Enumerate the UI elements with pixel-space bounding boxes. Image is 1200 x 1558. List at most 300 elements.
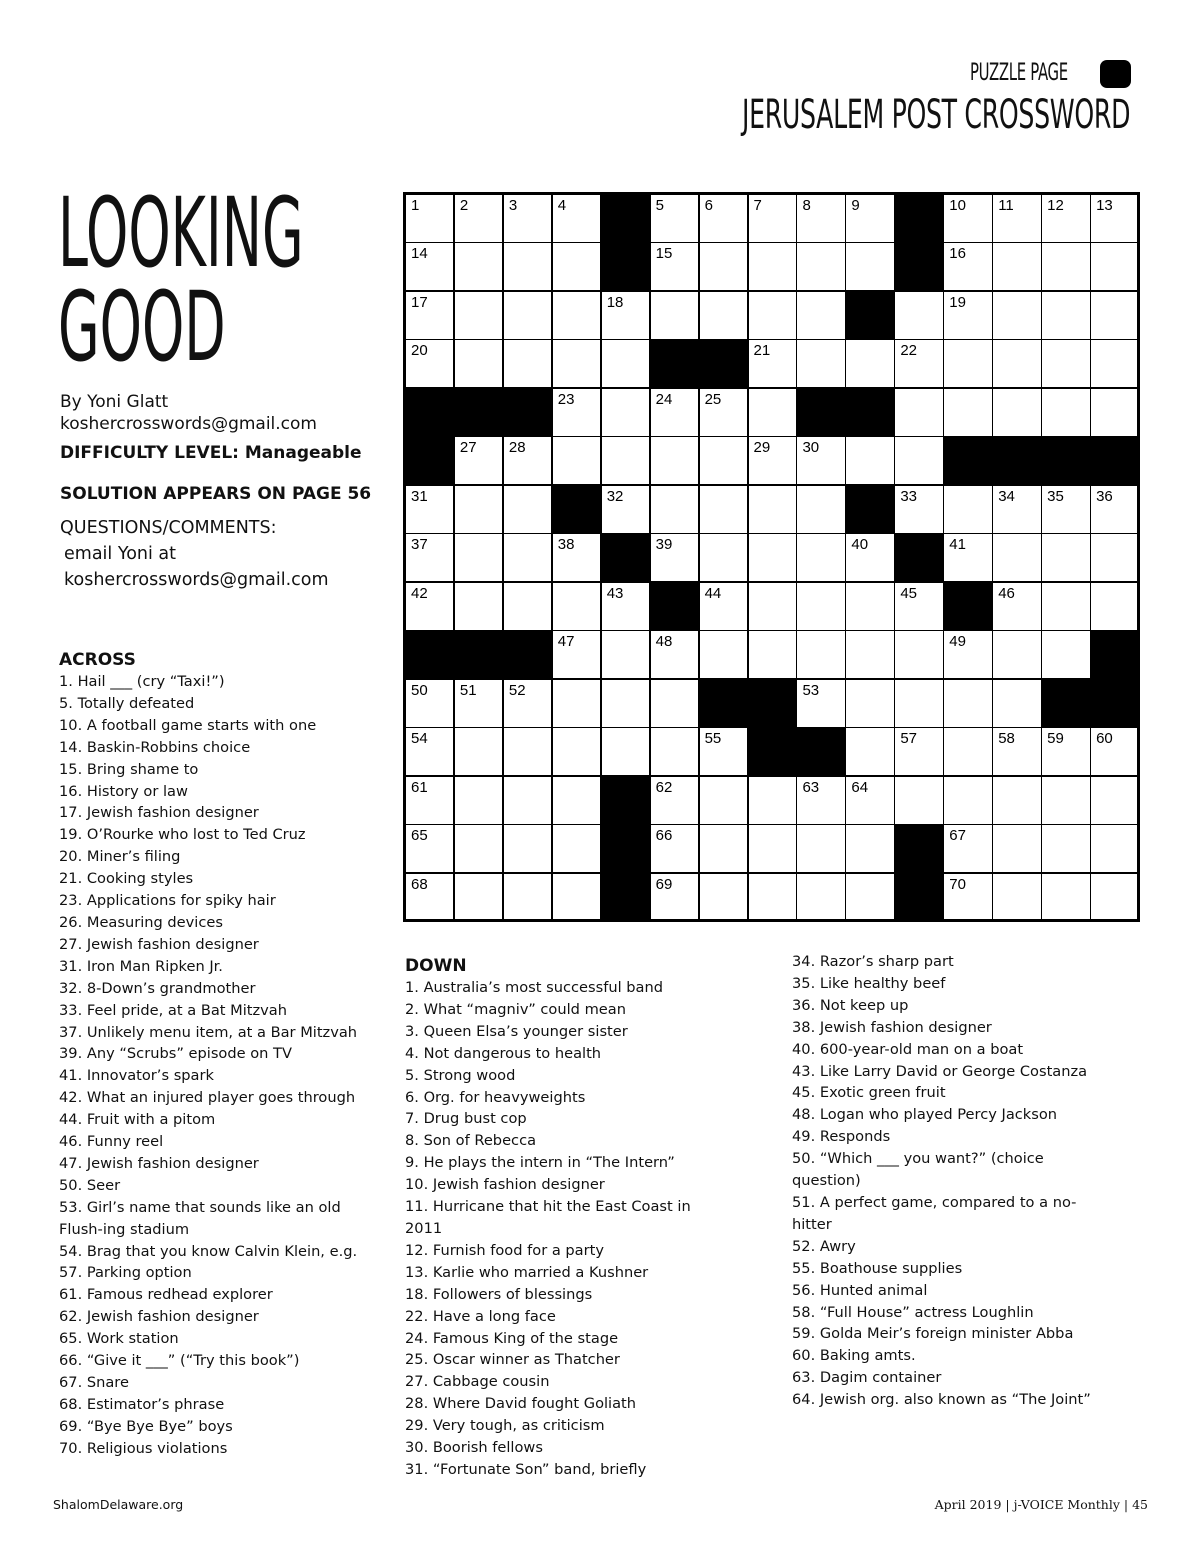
grid-cell[interactable] (651, 777, 700, 826)
grid-cell[interactable] (944, 195, 993, 244)
grid-cell[interactable] (993, 777, 1042, 826)
grid-cell[interactable] (700, 777, 749, 826)
down-clue: 52. Awry (792, 1237, 856, 1255)
cell-number: 60 (1096, 730, 1113, 748)
grid-cell-black (895, 874, 944, 923)
across-clue: 69. “Bye Bye Bye” boys (59, 1417, 233, 1435)
solution-note: SOLUTION APPEARS ON PAGE 56 (60, 484, 372, 504)
grid-cell[interactable] (749, 195, 798, 244)
page-heading: JERUSALEM POST CROSSWORD (741, 92, 1130, 138)
grid-cell[interactable] (846, 680, 895, 729)
grid-cell[interactable] (944, 340, 993, 389)
grid-cell[interactable] (944, 631, 993, 680)
grid-cell[interactable] (455, 874, 504, 923)
grid-cell[interactable] (455, 195, 504, 244)
grid-cell[interactable] (455, 486, 504, 535)
grid-cell[interactable] (553, 777, 602, 826)
grid-cell[interactable] (797, 680, 846, 729)
grid-cell[interactable] (553, 583, 602, 632)
down-clue: 50. “Which ___ you want?” (choice question) (792, 1150, 1044, 1190)
cell-number: 12 (1047, 197, 1064, 214)
across-clue: 5. Totally defeated (59, 694, 195, 712)
grid-cell[interactable] (553, 292, 602, 341)
cell-number: 17 (411, 293, 428, 311)
grid-cell[interactable] (455, 340, 504, 389)
down-clue: 31. “Fortunate Son” band, briefly (405, 1460, 647, 1478)
grid-cell[interactable] (602, 389, 651, 438)
grid-cell[interactable] (504, 728, 553, 777)
grid-cell[interactable] (651, 728, 700, 777)
grid-cell[interactable] (749, 486, 798, 535)
grid-cell[interactable] (944, 728, 993, 777)
grid-cell[interactable] (504, 340, 553, 389)
grid-cell[interactable] (993, 583, 1042, 632)
grid-cell[interactable] (455, 825, 504, 874)
grid-cell-black (504, 631, 553, 680)
grid-cell[interactable] (846, 195, 895, 244)
grid-cell[interactable] (700, 631, 749, 680)
grid-cell-black (797, 728, 846, 777)
cell-number: 39 (655, 536, 673, 554)
grid-cell[interactable] (602, 340, 651, 389)
grid-cell[interactable] (553, 825, 602, 874)
grid-cell[interactable] (1042, 777, 1091, 826)
grid-cell[interactable] (504, 583, 553, 632)
grid-cell[interactable] (749, 340, 798, 389)
grid-cell[interactable] (504, 486, 553, 535)
cell-number: 34 (998, 487, 1015, 505)
grid-cell[interactable] (797, 292, 846, 341)
grid-cell-black (1042, 680, 1091, 729)
grid-cell[interactable] (1042, 195, 1091, 244)
across-clue: 20. Miner’s filing (59, 848, 181, 866)
cell-number: 20 (411, 342, 428, 360)
grid-cell[interactable] (504, 437, 553, 486)
grid-cell[interactable] (797, 825, 846, 874)
down-clue: 63. Dagim container (792, 1369, 942, 1387)
grid-cell[interactable] (797, 583, 846, 632)
grid-cell[interactable] (1042, 243, 1091, 292)
grid-cell[interactable] (602, 583, 651, 632)
cell-number: 16 (949, 245, 966, 263)
grid-cell-black (1091, 437, 1140, 486)
cell-number: 28 (508, 439, 526, 457)
grid-cell[interactable] (553, 243, 602, 292)
grid-cell[interactable] (455, 728, 504, 777)
down-clue: 38. Jewish fashion designer (792, 1018, 992, 1036)
grid-cell[interactable] (406, 777, 455, 826)
cell-number: 53 (802, 681, 820, 699)
footer-issue-page: April 2019 | j-VOICE Monthly | 45 (934, 1497, 1148, 1512)
grid-cell[interactable] (846, 437, 895, 486)
across-clue: 54. Brag that you know Calvin Klein, e.g. (59, 1242, 358, 1260)
cell-number: 19 (949, 293, 966, 311)
grid-cell-black (602, 243, 651, 292)
grid-cell-black (797, 389, 846, 438)
grid-cell[interactable] (455, 680, 504, 729)
grid-cell[interactable] (993, 243, 1042, 292)
grid-cell[interactable] (797, 631, 846, 680)
down-clue: 12. Furnish food for a party (405, 1241, 604, 1259)
grid-cell[interactable] (602, 437, 651, 486)
grid-cell[interactable] (406, 486, 455, 535)
cell-number: 46 (998, 584, 1015, 602)
down-clue: 5. Strong wood (405, 1066, 516, 1084)
grid-cell[interactable] (1042, 583, 1091, 632)
cell-number: 40 (851, 536, 869, 554)
grid-cell[interactable] (993, 486, 1042, 535)
grid-cell[interactable] (406, 583, 455, 632)
cell-number: 49 (949, 633, 966, 651)
grid-cell[interactable] (1091, 340, 1140, 389)
cell-number: 4 (557, 197, 567, 214)
grid-cell[interactable] (651, 195, 700, 244)
cell-number: 61 (411, 778, 428, 796)
grid-cell[interactable] (553, 340, 602, 389)
cell-number: 36 (1096, 487, 1113, 505)
grid-cell[interactable] (846, 583, 895, 632)
down-clue: 28. Where David fought Goliath (405, 1395, 637, 1413)
grid-cell[interactable] (749, 583, 798, 632)
grid-cell[interactable] (553, 874, 602, 923)
cell-number: 33 (900, 487, 918, 505)
grid-cell[interactable] (651, 825, 700, 874)
grid-cell[interactable] (797, 243, 846, 292)
grid-cell[interactable] (504, 534, 553, 583)
grid-cell[interactable] (406, 825, 455, 874)
grid-cell[interactable] (553, 728, 602, 777)
grid-cell[interactable] (846, 728, 895, 777)
grid-cell[interactable] (406, 680, 455, 729)
down-clue: 1. Australia’s most successful band (405, 979, 663, 996)
grid-cell[interactable] (749, 292, 798, 341)
down-clue: 64. Jewish org. also known as “The Joint” (792, 1391, 1091, 1409)
grid-cell[interactable] (944, 534, 993, 583)
grid-cell[interactable] (455, 437, 504, 486)
grid-cell[interactable] (700, 437, 749, 486)
grid-cell[interactable] (993, 195, 1042, 244)
grid-cell-black (602, 874, 651, 923)
grid-cell-black (895, 534, 944, 583)
section-label: PUZZLE PAGE (970, 58, 1068, 86)
across-clue: 62. Jewish fashion designer (59, 1308, 259, 1326)
grid-cell[interactable] (602, 292, 651, 341)
cell-number: 59 (1047, 730, 1064, 748)
down-clue: 10. Jewish fashion designer (405, 1176, 605, 1194)
across-clue: 68. Estimator’s phrase (59, 1395, 225, 1413)
cell-number: 25 (704, 390, 722, 408)
puzzle-title (58, 177, 304, 383)
grid-cell[interactable] (944, 874, 993, 923)
down-clue: 24. Famous King of the stage (405, 1329, 619, 1347)
grid-cell[interactable] (846, 631, 895, 680)
grid-cell[interactable] (700, 825, 749, 874)
grid-cell[interactable] (504, 825, 553, 874)
grid-cell[interactable] (1042, 874, 1091, 923)
grid-cell[interactable] (944, 389, 993, 438)
grid-cell[interactable] (504, 777, 553, 826)
down-clue: 9. He plays the intern in “The Intern” (405, 1154, 675, 1172)
grid-cell[interactable] (846, 825, 895, 874)
grid-cell-black (504, 389, 553, 438)
cell-number: 24 (655, 390, 673, 408)
grid-cell[interactable] (895, 437, 944, 486)
grid-cell[interactable] (651, 486, 700, 535)
grid-cell[interactable] (895, 777, 944, 826)
grid-cell[interactable] (797, 486, 846, 535)
grid-cell[interactable] (504, 243, 553, 292)
questions-label: QUESTIONS/COMMENTS: (60, 518, 277, 538)
grid-cell[interactable] (1091, 534, 1140, 583)
grid-cell[interactable] (1091, 243, 1140, 292)
grid-cell[interactable] (553, 195, 602, 244)
down-clue: 43. Like Larry David or George Costanza (792, 1062, 1088, 1080)
down-clue: 55. Boathouse supplies (792, 1259, 963, 1277)
cell-number: 6 (704, 197, 713, 214)
grid-cell[interactable] (895, 631, 944, 680)
grid-cell[interactable] (455, 292, 504, 341)
grid-cell[interactable] (993, 389, 1042, 438)
down-clue: 6. Org. for heavyweights (405, 1088, 586, 1106)
across-clue: 65. Work station (59, 1330, 179, 1348)
grid-cell-black (651, 583, 700, 632)
grid-cell-black (895, 195, 944, 244)
across-clue: 32. 8-Down’s grandmother (59, 979, 256, 997)
across-clue: 19. O’Rourke who lost to Ted Cruz (59, 826, 306, 844)
grid-cell[interactable] (700, 292, 749, 341)
grid-cell-black (406, 437, 455, 486)
across-clue: 14. Baskin-Robbins choice (59, 738, 251, 756)
grid-cell[interactable] (651, 874, 700, 923)
grid-cell[interactable] (944, 825, 993, 874)
grid-cell[interactable] (993, 680, 1042, 729)
grid-cell[interactable] (700, 243, 749, 292)
grid-cell[interactable] (846, 340, 895, 389)
section-tab-marker (1100, 60, 1131, 88)
grid-cell[interactable] (1091, 195, 1140, 244)
grid-cell-black (455, 389, 504, 438)
grid-cell[interactable] (651, 680, 700, 729)
grid-cell[interactable] (700, 486, 749, 535)
grid-cell[interactable] (993, 534, 1042, 583)
grid-cell[interactable] (993, 340, 1042, 389)
cell-number: 1 (411, 197, 420, 214)
grid-cell-black (1042, 437, 1091, 486)
across-clue: 1. Hail ___ (cry “Taxi!”) (59, 673, 225, 690)
grid-cell[interactable] (797, 874, 846, 923)
grid-cell[interactable] (749, 389, 798, 438)
grid-cell[interactable] (553, 631, 602, 680)
grid-cell[interactable] (846, 777, 895, 826)
grid-cell[interactable] (797, 777, 846, 826)
grid-cell[interactable] (406, 728, 455, 777)
grid-cell[interactable] (1091, 728, 1140, 777)
grid-cell[interactable] (993, 292, 1042, 341)
grid-cell[interactable] (1042, 340, 1091, 389)
grid-cell[interactable] (749, 825, 798, 874)
grid-cell[interactable] (406, 534, 455, 583)
grid-cell[interactable] (700, 728, 749, 777)
grid-cell[interactable] (406, 340, 455, 389)
grid-cell[interactable] (651, 437, 700, 486)
grid-cell-black (602, 825, 651, 874)
grid-cell[interactable] (993, 631, 1042, 680)
down-clue: 4. Not dangerous to health (405, 1044, 602, 1062)
grid-cell[interactable] (553, 389, 602, 438)
down-clue: 40. 600-year-old man on a boat (792, 1040, 1024, 1058)
grid-cell[interactable] (895, 292, 944, 341)
cell-number: 38 (557, 536, 575, 554)
grid-cell-black (602, 534, 651, 583)
across-clue: 53. Girl’s name that sounds like an old Flush-ing stadium (59, 1198, 341, 1238)
grid-cell[interactable] (651, 292, 700, 341)
grid-cell[interactable] (749, 631, 798, 680)
grid-cell-black (846, 292, 895, 341)
grid-cell[interactable] (406, 874, 455, 923)
cell-number: 50 (411, 681, 428, 699)
grid-cell[interactable] (993, 728, 1042, 777)
grid-cell[interactable] (700, 874, 749, 923)
grid-cell[interactable] (895, 340, 944, 389)
grid-cell[interactable] (1042, 534, 1091, 583)
grid-cell[interactable] (553, 437, 602, 486)
across-clue: 26. Measuring devices (59, 913, 223, 931)
grid-cell[interactable] (749, 874, 798, 923)
across-clue: 39. Any “Scrubs” episode on TV (59, 1045, 292, 1063)
grid-cell[interactable] (797, 437, 846, 486)
grid-cell[interactable] (602, 728, 651, 777)
grid-cell[interactable] (749, 777, 798, 826)
grid-cell[interactable] (749, 534, 798, 583)
author-email: koshercrosswords@gmail.com (60, 414, 317, 434)
grid-cell[interactable] (1091, 292, 1140, 341)
footer-website: ShalomDelaware.org (53, 1497, 184, 1512)
cell-number: 62 (655, 778, 673, 796)
grid-cell[interactable] (895, 583, 944, 632)
grid-cell[interactable] (944, 486, 993, 535)
grid-cell[interactable] (504, 292, 553, 341)
grid-cell[interactable] (846, 534, 895, 583)
across-clue: 23. Applications for spiky hair (59, 892, 276, 910)
grid-cell[interactable] (406, 195, 455, 244)
grid-cell[interactable] (1042, 825, 1091, 874)
grid-cell[interactable] (651, 243, 700, 292)
grid-cell[interactable] (1091, 777, 1140, 826)
grid-cell[interactable] (1042, 292, 1091, 341)
grid-cell[interactable] (944, 680, 993, 729)
grid-cell[interactable] (602, 631, 651, 680)
grid-cell[interactable] (944, 243, 993, 292)
grid-cell[interactable] (700, 195, 749, 244)
grid-cell[interactable] (895, 486, 944, 535)
cell-number: 52 (508, 681, 526, 699)
grid-cell[interactable] (944, 777, 993, 826)
grid-cell[interactable] (846, 874, 895, 923)
grid-cell[interactable] (651, 534, 700, 583)
grid-cell[interactable] (1042, 631, 1091, 680)
grid-cell[interactable] (1091, 389, 1140, 438)
grid-cell[interactable] (553, 534, 602, 583)
grid-cell[interactable] (602, 680, 651, 729)
across-clue: 27. Jewish fashion designer (59, 935, 259, 953)
cell-number: 29 (753, 439, 771, 457)
across-clue: 67. Snare (59, 1374, 129, 1391)
grid-cell[interactable] (504, 195, 553, 244)
cell-number: 8 (802, 197, 811, 214)
grid-cell[interactable] (602, 486, 651, 535)
cell-number: 22 (900, 342, 918, 360)
grid-cell[interactable] (797, 534, 846, 583)
grid-cell[interactable] (651, 631, 700, 680)
cell-number: 11 (998, 197, 1014, 214)
across-clue: 41. Innovator’s spark (59, 1067, 214, 1085)
cell-number: 5 (655, 197, 664, 214)
grid-cell[interactable] (895, 680, 944, 729)
grid-cell[interactable] (749, 437, 798, 486)
grid-cell[interactable] (797, 195, 846, 244)
grid-cell[interactable] (1091, 486, 1140, 535)
grid-cell[interactable] (700, 534, 749, 583)
across-clue: 31. Iron Man Ripken Jr. (59, 957, 223, 975)
grid-cell[interactable] (553, 680, 602, 729)
down-clue: 22. Have a long face (405, 1307, 556, 1325)
grid-cell[interactable] (406, 292, 455, 341)
grid-cell[interactable] (406, 243, 455, 292)
cell-number: 35 (1047, 487, 1064, 505)
grid-cell[interactable] (455, 583, 504, 632)
across-clue: 66. “Give it ___” (“Try this book”) (59, 1352, 300, 1370)
cell-number: 41 (949, 536, 966, 554)
grid-cell[interactable] (846, 243, 895, 292)
grid-cell[interactable] (455, 777, 504, 826)
grid-cell[interactable] (1042, 486, 1091, 535)
down-clue: 49. Responds (792, 1128, 891, 1146)
across-clue: 17. Jewish fashion designer (59, 804, 259, 822)
grid-cell[interactable] (944, 292, 993, 341)
grid-cell[interactable] (749, 243, 798, 292)
down-clue: 3. Queen Elsa’s younger sister (405, 1022, 628, 1040)
byline: By Yoni Glatt (60, 392, 169, 412)
grid-cell[interactable] (1042, 728, 1091, 777)
grid-cell[interactable] (700, 389, 749, 438)
cell-number: 23 (557, 390, 575, 408)
grid-cell[interactable] (1091, 583, 1140, 632)
grid-cell[interactable] (455, 243, 504, 292)
grid-cell[interactable] (895, 728, 944, 777)
cell-number: 58 (998, 730, 1015, 748)
grid-cell-black (846, 389, 895, 438)
grid-cell[interactable] (1091, 825, 1140, 874)
across-clue: 10. A football game starts with one (59, 716, 317, 734)
cell-number: 48 (655, 633, 673, 651)
grid-cell[interactable] (504, 680, 553, 729)
grid-cell[interactable] (504, 874, 553, 923)
grid-cell[interactable] (797, 340, 846, 389)
across-clue: 16. History or law (59, 782, 188, 800)
down-clue: 59. Golda Meir’s foreign minister Abba (792, 1325, 1074, 1343)
down-clues-column-1 (405, 955, 725, 1481)
grid-cell[interactable] (455, 534, 504, 583)
grid-cell[interactable] (993, 874, 1042, 923)
grid-cell[interactable] (993, 825, 1042, 874)
grid-cell[interactable] (651, 389, 700, 438)
grid-cell[interactable] (1042, 389, 1091, 438)
grid-cell[interactable] (700, 583, 749, 632)
grid-cell[interactable] (1091, 874, 1140, 923)
grid-cell[interactable] (895, 389, 944, 438)
grid-cell-black (651, 340, 700, 389)
cell-number: 3 (508, 197, 518, 214)
